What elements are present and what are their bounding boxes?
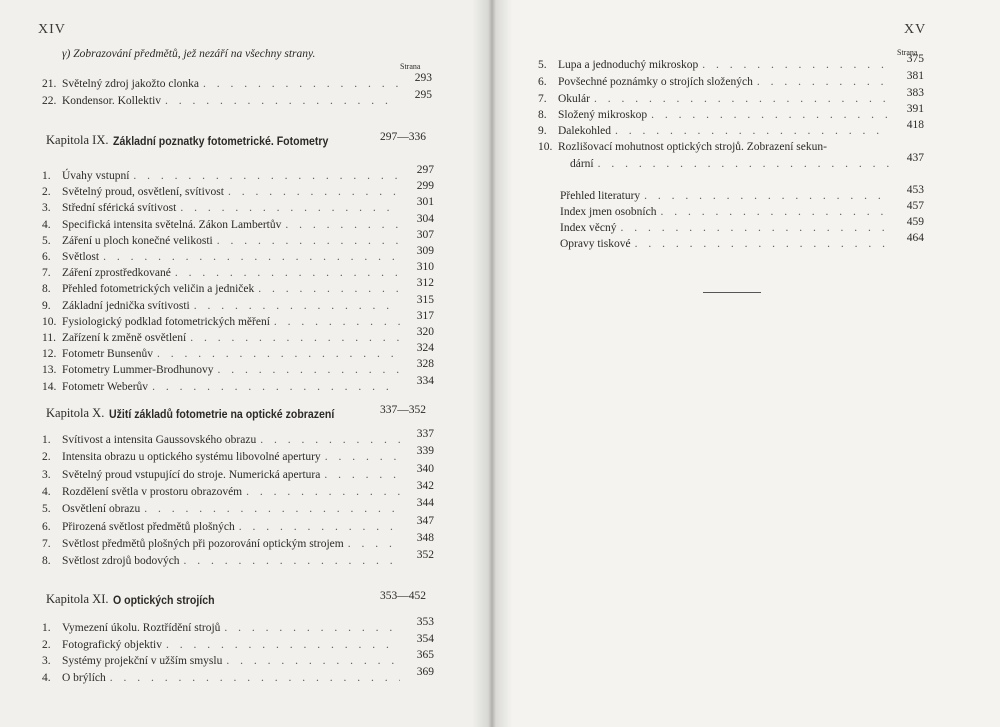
toc-entry-title: Rozlišovací mohutnost optických strojů. Zobrazení sekun- — [558, 141, 827, 153]
toc-entry — [42, 668, 434, 684]
toc-entry-title: Světelný proud, osvětlení, svítivost — [62, 186, 224, 198]
toc-entry-title: Index jmen osobních — [560, 206, 657, 218]
toc-leader-dots — [324, 469, 400, 481]
toc-entry-page: 334 — [416, 375, 434, 387]
toc-entry — [42, 328, 434, 344]
toc-entry-page: 365 — [416, 649, 434, 661]
toc-entry-title: Základní jednička svítivosti — [62, 300, 190, 312]
toc-entry-title: Povšechné poznámky o strojích složených — [558, 76, 753, 88]
toc-entry — [42, 651, 434, 667]
toc-entry — [42, 231, 434, 247]
toc-leader-dots — [157, 348, 400, 360]
toc-leader-dots — [194, 300, 400, 312]
toc-entry-number: 6. — [42, 521, 51, 533]
toc-entry-title: Index věcný — [560, 222, 617, 234]
toc-entry — [42, 279, 434, 295]
toc-entry-page: 307 — [416, 229, 434, 241]
toc-leader-dots — [184, 555, 400, 567]
section-subheading: γ) Zobrazování předmětů, jež nezáří na všechny strany. — [62, 48, 316, 60]
toc-entry-page: 315 — [416, 294, 434, 306]
toc-entry-page: 352 — [416, 549, 434, 561]
toc-entry-title: Fotometr Weberův — [62, 381, 149, 393]
toc-entry-page: 457 — [906, 200, 924, 212]
toc-entry-page: 304 — [416, 213, 434, 225]
toc-entry-page: 459 — [906, 216, 924, 228]
toc-leader-dots — [166, 639, 400, 651]
toc-leader-dots — [594, 93, 890, 105]
toc-leader-dots — [218, 364, 401, 376]
toc-entry-number: 6. — [42, 251, 51, 263]
toc-entry-page: 301 — [416, 196, 434, 208]
toc-entry-title: Složený mikroskop — [558, 109, 648, 121]
toc-leader-dots — [598, 158, 890, 170]
toc-entry-number: 1. — [42, 622, 51, 634]
toc-entry-title: Světelný proud vstupující do stroje. Numerická apertura — [62, 469, 321, 481]
toc-entry-title: Rozdělení světla v prostoru obrazovém — [62, 486, 243, 498]
toc-leader-dots — [258, 283, 400, 295]
toc-entry-title: Okulár — [558, 93, 590, 105]
toc-entry-number: 6. — [538, 76, 547, 88]
section-rule — [703, 292, 761, 293]
toc-entry-title: Zařízení k změně osvětlení — [62, 332, 187, 344]
toc-entry-page: 299 — [416, 180, 434, 192]
toc-entry-title: Intensita obrazu u optického systému libovolné apertury — [62, 451, 321, 463]
toc-entry-page: 381 — [906, 70, 924, 82]
toc-entry-number: 13. — [42, 364, 57, 376]
toc-entry-number: 7. — [42, 538, 51, 550]
toc-entry-title: Specifická intensita světelná. Zákon Lambertův — [62, 219, 282, 231]
toc-entry-title: Systémy projekční v užším smyslu — [62, 655, 223, 667]
toc-entry-number: 8. — [538, 109, 547, 121]
toc-entry — [538, 121, 924, 137]
toc-entry-page: 348 — [416, 532, 434, 544]
toc-entry-title: O brýlích — [62, 672, 106, 684]
chapter-page-range: 297—336 — [380, 131, 426, 143]
toc-entry — [42, 74, 432, 90]
toc-entry-number: 7. — [538, 93, 547, 105]
toc-entry-page: 324 — [416, 342, 434, 354]
toc-entry-title: Fysiologický podklad fotometrických měření — [62, 316, 270, 328]
toc-entry-page: 375 — [906, 53, 924, 65]
toc-leader-dots — [325, 451, 400, 463]
toc-leader-dots — [217, 235, 400, 247]
toc-entry — [42, 296, 434, 312]
toc-entry-number: 22. — [42, 95, 57, 107]
toc-entry-number: 2. — [42, 186, 51, 198]
toc-entry — [42, 166, 434, 182]
toc-entry — [42, 360, 434, 376]
toc-entry-number: 5. — [538, 59, 547, 71]
toc-entry-title: Fotografický objektiv — [62, 639, 162, 651]
toc-entry-number: 3. — [42, 202, 51, 214]
toc-entry-page: 297 — [416, 164, 434, 176]
toc-entry-title: Osvětlení obrazu — [62, 503, 141, 515]
toc-entry-page: 310 — [416, 261, 434, 273]
chapter-label: Kapitola IX. — [46, 133, 109, 147]
toc-entry — [42, 534, 434, 550]
toc-entry — [42, 618, 434, 634]
toc-entry-page: 383 — [906, 87, 924, 99]
toc-entry-page: 464 — [906, 232, 924, 244]
toc-entry — [538, 55, 924, 71]
toc-entry — [42, 198, 434, 214]
chapter-title: O optických strojích — [113, 593, 216, 607]
toc-entry-title: Dalekohled — [558, 125, 612, 137]
toc-entry-title: Lupa a jednoduchý mikroskop — [558, 59, 699, 71]
toc-entry-number: 3. — [42, 469, 51, 481]
toc-entry — [42, 517, 434, 533]
toc-entry-number: 7. — [42, 267, 51, 279]
toc-entry-page: 339 — [416, 445, 434, 457]
toc-entry-number: 8. — [42, 283, 51, 295]
toc-leader-dots — [246, 486, 400, 498]
toc-leader-dots — [757, 76, 890, 88]
toc-entry-page: 418 — [906, 119, 924, 131]
toc-entry-page: 353 — [416, 616, 434, 628]
toc-entry-title: Střední sférická svítivost — [62, 202, 177, 214]
toc-leader-dots — [190, 332, 400, 344]
toc-leader-dots — [144, 503, 400, 515]
toc-entry-title: Kondensor. Kollektiv — [62, 95, 162, 107]
toc-entry — [42, 263, 434, 279]
toc-leader-dots — [635, 238, 890, 250]
toc-entry — [42, 377, 434, 393]
toc-leader-dots — [152, 381, 400, 393]
toc-entry-page: 340 — [416, 463, 434, 475]
toc-entry-title: Světlost — [62, 251, 100, 263]
toc-entry-number: 9. — [42, 300, 51, 312]
toc-entry-number: 5. — [42, 503, 51, 515]
toc-leader-dots — [660, 206, 890, 218]
toc-entry-title: Svítivost a intensita Gaussovského obrazu — [62, 434, 257, 446]
toc-entry — [42, 465, 434, 481]
toc-entry-number: 2. — [42, 639, 51, 651]
toc-entry-page: 293 — [414, 72, 432, 84]
toc-entry-page: 312 — [416, 277, 434, 289]
toc-entry-page: 391 — [906, 103, 924, 115]
toc-entry-number: 1. — [42, 170, 51, 182]
toc-entry — [42, 430, 434, 446]
toc-entry-number: 12. — [42, 348, 57, 360]
toc-entry-number: 9. — [538, 125, 547, 137]
toc-entry-number: 8. — [42, 555, 51, 567]
strana-label-right: Strana — [897, 48, 918, 57]
toc-entry — [560, 218, 924, 234]
toc-leader-dots — [348, 538, 400, 550]
toc-entry — [560, 186, 924, 202]
toc-entry — [538, 89, 924, 105]
toc-leader-dots — [175, 267, 400, 279]
toc-entry-page: 309 — [416, 245, 434, 257]
toc-leader-dots — [239, 521, 400, 533]
toc-entry-page: 369 — [416, 666, 434, 678]
toc-leader-dots — [285, 219, 400, 231]
toc-entry-number: 4. — [42, 486, 51, 498]
toc-entry — [42, 215, 434, 231]
toc-entry-number: 2. — [42, 451, 51, 463]
toc-entry-continuation — [570, 154, 924, 170]
toc-entry — [538, 72, 924, 88]
toc-entry — [538, 105, 924, 121]
toc-entry-title: Úvahy vstupní — [62, 170, 130, 182]
toc-leader-dots — [274, 316, 400, 328]
toc-entry-page: 453 — [906, 184, 924, 196]
toc-entry-page: 317 — [416, 310, 434, 322]
toc-leader-dots — [651, 109, 890, 121]
toc-entry-title: Světelný zdroj jakožto clonka — [62, 78, 200, 90]
toc-entry-page: 328 — [416, 358, 434, 370]
toc-entry-title: Vymezení úkolu. Roztřídění strojů — [62, 622, 221, 634]
toc-leader-dots — [180, 202, 400, 214]
toc-leader-dots — [702, 59, 890, 71]
toc-entry — [42, 482, 434, 498]
strana-label-left: Strana — [400, 62, 421, 71]
toc-leader-dots — [110, 672, 400, 684]
toc-entry-number: 5. — [42, 235, 51, 247]
toc-leader-dots — [203, 78, 398, 90]
toc-entry-page: 320 — [416, 326, 434, 338]
toc-leader-dots — [615, 125, 890, 137]
toc-entry-title: Fotometry Lummer-Brodhunovy — [62, 364, 214, 376]
toc-entry-title: Světlost předmětů plošných při pozorování optickým strojem — [62, 538, 344, 550]
toc-entry-title: Fotometr Bunsenův — [62, 348, 154, 360]
chapter-label: Kapitola X. — [46, 406, 105, 420]
chapter-page-range: 337—352 — [380, 404, 426, 416]
chapter-label: Kapitola XI. — [46, 592, 109, 606]
toc-entry-number: 14. — [42, 381, 57, 393]
toc-entry-page: 295 — [414, 89, 432, 101]
chapter-title: Základní poznatky fotometrické. Fotometry — [113, 134, 329, 148]
toc-entry — [42, 551, 434, 567]
toc-entry-number: 3. — [42, 655, 51, 667]
toc-entry-number: 4. — [42, 672, 51, 684]
toc-entry — [42, 344, 434, 360]
toc-entry — [560, 234, 924, 250]
toc-leader-dots — [165, 95, 398, 107]
toc-entry-title-cont: dární — [570, 158, 594, 170]
page-number-right: XV — [904, 22, 927, 37]
toc-leader-dots — [226, 655, 400, 667]
toc-entry-title: Záření u ploch konečné velikosti — [62, 235, 213, 247]
toc-leader-dots — [224, 622, 400, 634]
toc-entry — [42, 312, 434, 328]
toc-entry-number: 21. — [42, 78, 57, 90]
toc-entry — [42, 91, 432, 107]
toc-entry-page: 347 — [416, 515, 434, 527]
toc-entry — [538, 137, 924, 153]
toc-entry-title: Přehled literatury — [560, 190, 641, 202]
toc-entry-title: Světlost zdrojů bodových — [62, 555, 180, 567]
toc-entry — [42, 635, 434, 651]
toc-entry-page: 354 — [416, 633, 434, 645]
toc-entry — [42, 247, 434, 263]
toc-entry-number: 10. — [42, 316, 57, 328]
toc-entry-title: Přehled fotometrických veličin a jedniček — [62, 283, 255, 295]
toc-leader-dots — [228, 186, 400, 198]
toc-entry-number: 4. — [42, 219, 51, 231]
toc-entry-page: 344 — [416, 497, 434, 509]
toc-entry-number: 11. — [42, 332, 56, 344]
chapter-page-range: 353—452 — [380, 590, 426, 602]
toc-entry-page: 437 — [906, 152, 924, 164]
toc-entry — [42, 182, 434, 198]
toc-leader-dots — [133, 170, 400, 182]
toc-entry — [42, 499, 434, 515]
book-gutter — [472, 0, 512, 727]
toc-entry-number: 1. — [42, 434, 51, 446]
toc-leader-dots — [260, 434, 400, 446]
toc-entry-page: 342 — [416, 480, 434, 492]
toc-entry-title: Záření zprostředkované — [62, 267, 171, 279]
chapter-title: Užití základů fotometrie na optické zobrazení — [109, 407, 335, 421]
toc-entry-title: Opravy tiskové — [560, 238, 631, 250]
toc-entry-page: 337 — [416, 428, 434, 440]
toc-entry-number: 10. — [538, 141, 553, 153]
toc-leader-dots — [621, 222, 890, 234]
toc-leader-dots — [103, 251, 400, 263]
toc-entry — [560, 202, 924, 218]
toc-entry — [42, 447, 434, 463]
toc-leader-dots — [644, 190, 890, 202]
page-number-left: XIV — [38, 22, 66, 37]
toc-entry-title: Přirozená světlost předmětů plošných — [62, 521, 235, 533]
